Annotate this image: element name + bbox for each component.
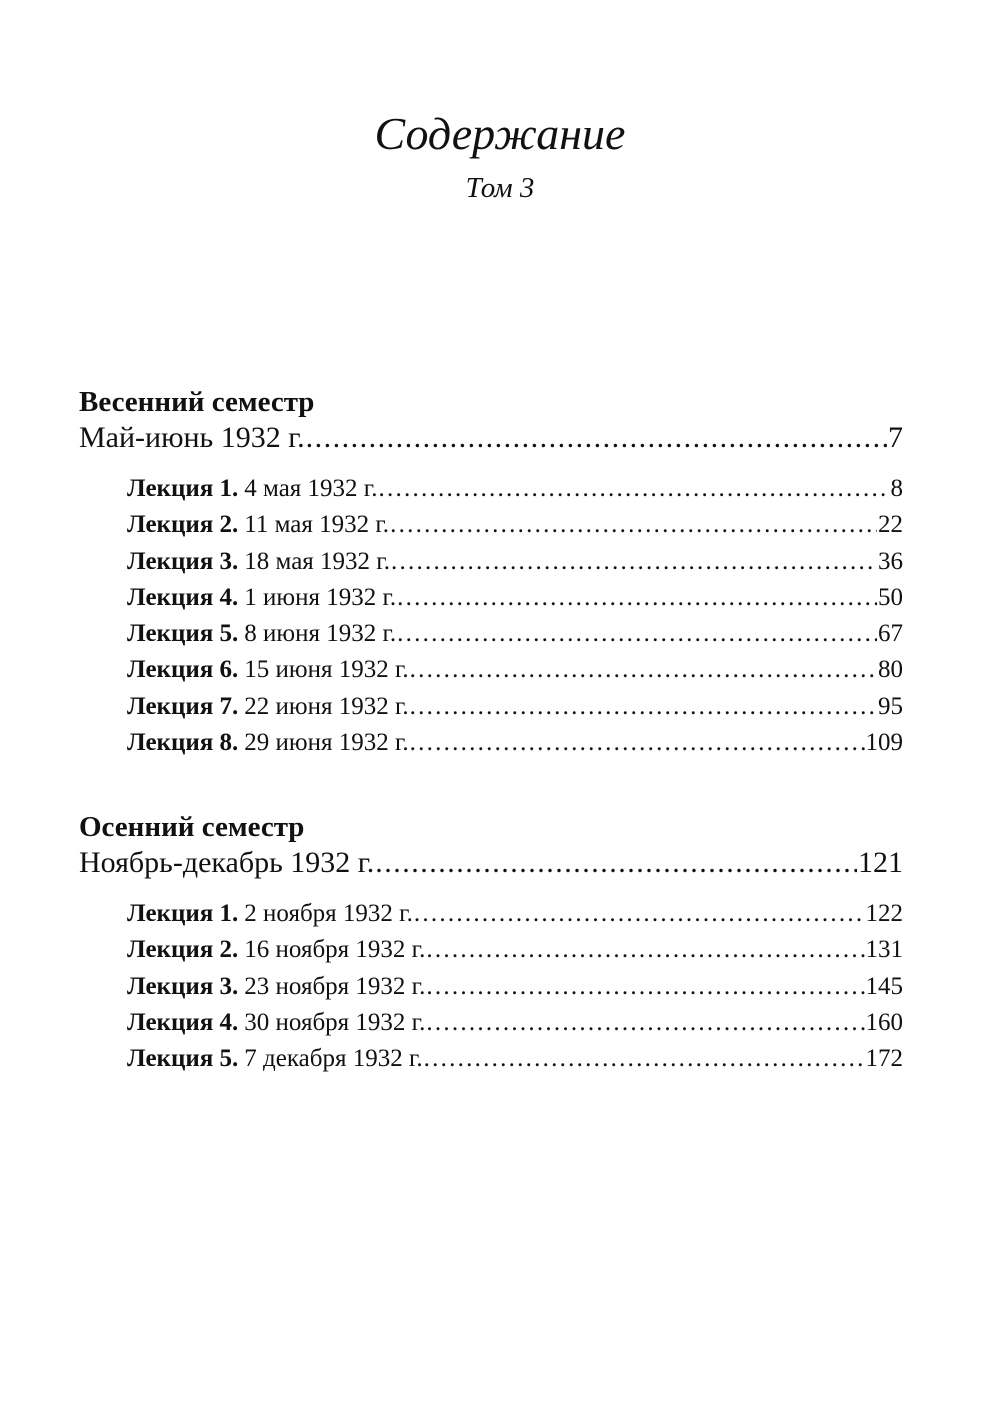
dot-leader xyxy=(410,652,877,688)
dot-leader xyxy=(410,725,865,761)
lecture-date: 29 июня 1932 г. xyxy=(244,729,409,757)
dot-leader xyxy=(426,932,864,968)
page-title: Содержание xyxy=(374,108,626,159)
dot-leader xyxy=(397,616,877,652)
lecture-label: Лекция 4. xyxy=(127,1008,239,1036)
lecture-date: 30 ноября 1932 г. xyxy=(244,1008,426,1036)
page-number: 131 xyxy=(865,936,903,964)
lecture-entry[interactable] xyxy=(127,544,903,580)
dot-leader xyxy=(306,419,887,457)
dot-leader xyxy=(391,544,877,580)
lecture-entry[interactable] xyxy=(127,932,903,968)
lecture-entry[interactable] xyxy=(127,969,903,1005)
lecture-entry[interactable] xyxy=(127,471,903,507)
page-number: 36 xyxy=(878,547,903,575)
page-number: 7 xyxy=(888,421,903,454)
page-number: 160 xyxy=(865,1008,903,1036)
part-title: Ноябрь-декабрь 1932 г. xyxy=(79,846,375,879)
page-number: 8 xyxy=(890,475,903,502)
lecture-label: Лекция 2. xyxy=(127,936,239,964)
page-number: 67 xyxy=(878,620,903,648)
part-entry[interactable] xyxy=(79,844,903,882)
lecture-label: Лекция 3. xyxy=(127,972,239,1000)
page-number: 145 xyxy=(865,972,903,1000)
lecture-label: Лекция 5. xyxy=(127,620,239,648)
lecture-date: 11 мая 1932 г. xyxy=(244,511,390,539)
lecture-date: 2 ноября 1932 г. xyxy=(244,900,413,927)
page-number: 22 xyxy=(878,511,903,539)
lecture-label: Лекция 1. xyxy=(127,475,239,502)
part-title: Май-июнь 1932 г. xyxy=(79,421,305,454)
lecture-entry[interactable] xyxy=(127,507,903,543)
lecture-label: Лекция 1. xyxy=(127,900,239,927)
dot-leader xyxy=(410,689,877,725)
page-number: 109 xyxy=(865,729,903,757)
volume-subtitle: Том 3 xyxy=(465,172,535,204)
lecture-entry[interactable] xyxy=(127,1005,903,1041)
section-spring xyxy=(79,385,903,761)
dot-leader xyxy=(426,969,864,1005)
dot-leader xyxy=(390,507,877,543)
lecture-label: Лекция 5. xyxy=(127,1045,239,1073)
lecture-date: 23 ноября 1932 г. xyxy=(244,972,426,1000)
lecture-entry[interactable] xyxy=(127,1041,903,1077)
lecture-date: 8 июня 1932 г. xyxy=(244,620,397,648)
lecture-label: Лекция 8. xyxy=(127,729,239,757)
page-number: 121 xyxy=(858,846,903,879)
lecture-label: Лекция 4. xyxy=(127,583,239,611)
dot-leader xyxy=(424,1041,865,1077)
dot-leader xyxy=(397,580,877,616)
page-number: 95 xyxy=(878,692,903,720)
lecture-date: 15 июня 1932 г. xyxy=(244,656,409,684)
lecture-entry[interactable] xyxy=(127,616,903,652)
lecture-date: 1 июня 1932 г. xyxy=(244,583,397,611)
dot-leader xyxy=(378,471,889,507)
lecture-entry[interactable] xyxy=(127,580,903,616)
dot-leader xyxy=(426,1005,864,1041)
lecture-entry[interactable] xyxy=(127,652,903,688)
page-number: 122 xyxy=(865,900,903,927)
lecture-label: Лекция 3. xyxy=(127,547,239,575)
lecture-entry[interactable] xyxy=(127,689,903,725)
dot-leader xyxy=(375,844,857,882)
lecture-entry[interactable] xyxy=(127,896,903,932)
section-heading: Осенний семестр xyxy=(79,811,305,843)
page-number: 50 xyxy=(878,583,903,611)
lecture-label: Лекция 6. xyxy=(127,656,239,684)
lecture-date: 7 декабря 1932 г. xyxy=(244,1045,423,1073)
lecture-label: Лекция 7. xyxy=(127,692,239,720)
lecture-date: 18 мая 1932 г. xyxy=(244,547,390,575)
lecture-date: 22 июня 1932 г. xyxy=(244,692,409,720)
lecture-list xyxy=(79,896,903,1077)
part-entry[interactable] xyxy=(79,419,903,457)
lecture-list xyxy=(79,471,903,761)
page-number: 172 xyxy=(865,1045,903,1073)
lecture-entry[interactable] xyxy=(127,725,903,761)
page-number: 80 xyxy=(878,656,903,684)
section-heading: Весенний семестр xyxy=(79,386,315,418)
section-autumn xyxy=(79,810,903,1077)
dot-leader xyxy=(414,896,865,932)
lecture-label: Лекция 2. xyxy=(127,511,239,539)
lecture-date: 16 ноября 1932 г. xyxy=(244,936,426,964)
lecture-date: 4 мая 1932 г. xyxy=(244,475,378,502)
